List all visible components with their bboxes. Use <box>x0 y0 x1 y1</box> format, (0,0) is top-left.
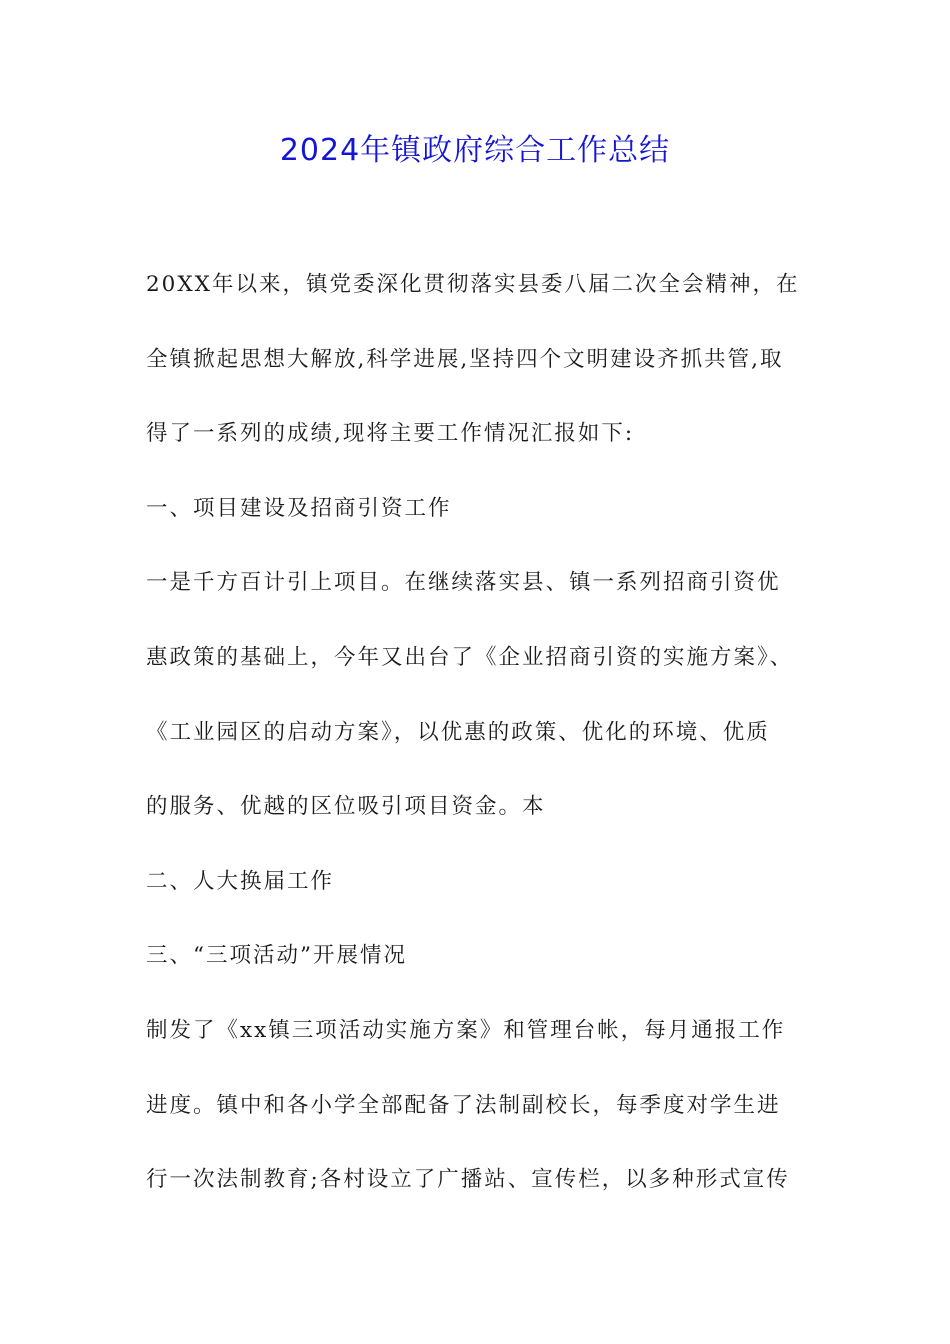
section-heading: 二、人大换届工作 <box>146 868 335 894</box>
paragraph-line: 20XX年以来，镇党委深化贯彻落实县委八届二次全会精神，在 <box>146 272 800 297</box>
paragraph-line: 制发了《xx镇三项活动实施方案》和管理台帐，每月通报工作 <box>146 1017 786 1043</box>
section-heading: 一、项目建设及招商引资工作 <box>146 495 452 521</box>
section-heading: 三、“三项活动”开展情况 <box>146 943 407 969</box>
paragraph-line: 的服务、优越的区位吸引项目资金。本 <box>146 794 546 820</box>
document-title: 2024年镇政府综合工作总结 <box>279 133 671 168</box>
paragraph-line: 行一次法制教育;各村设立了广播站、宣传栏，以多种形式宣传 <box>146 1167 790 1193</box>
paragraph-line: 进度。镇中和各小学全部配备了法制副校长，每季度对学生进 <box>146 1092 781 1118</box>
document-body <box>146 262 826 1232</box>
paragraph-line: 《工业园区的启动方案》，以优惠的政策、优化的环境、优质 <box>146 719 770 745</box>
paragraph-line: 全镇掀起思想大解放,科学进展,坚持四个文明建设齐抓共管,取 <box>146 346 784 372</box>
paragraph-line: 一是千方百计引上项目。在继续落实县、镇一系列招商引资优 <box>146 570 781 596</box>
paragraph-line: 得了一系列的成绩,现将主要工作情况汇报如下: <box>146 421 635 447</box>
paragraph-line: 惠政策的基础上，今年又出台了《企业招商引资的实施方案》、 <box>146 644 794 670</box>
